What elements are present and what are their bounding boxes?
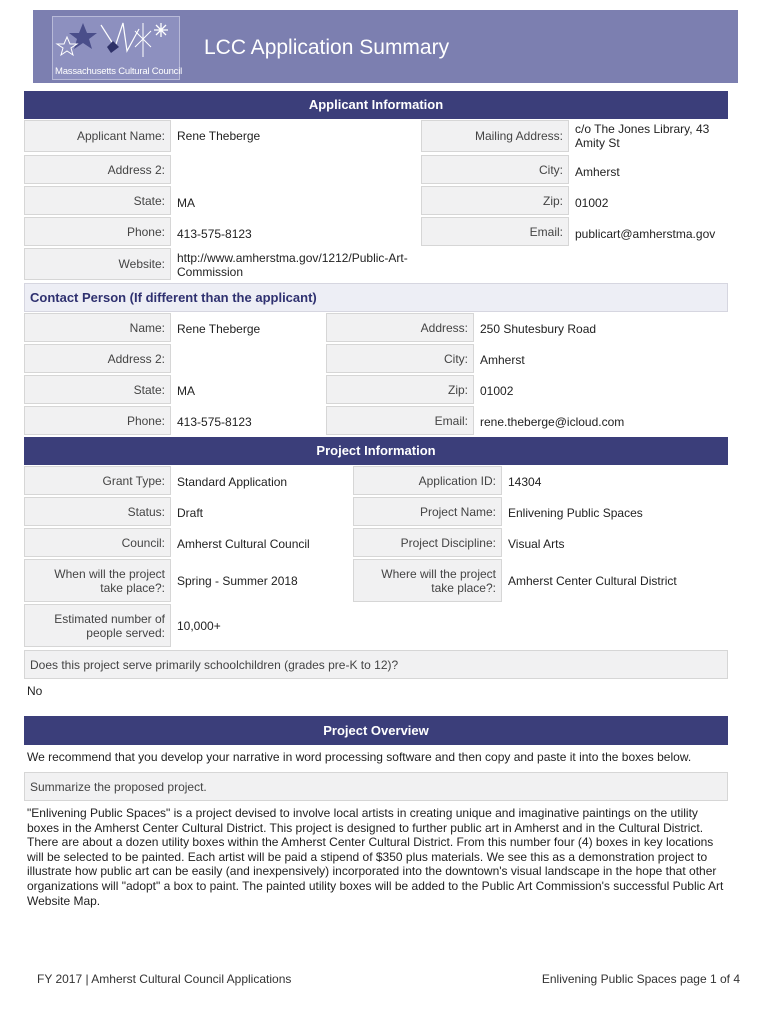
summary-prompt: Summarize the proposed project.	[24, 772, 728, 801]
schoolchildren-question: Does this project serve primarily schoolchildren (grades pre-K to 12)?	[24, 650, 728, 679]
applicant-address2-value	[177, 155, 417, 184]
contact-state-label: State:	[24, 375, 171, 404]
applicant-city-label: City:	[421, 155, 569, 184]
applicant-name-value: Rene Theberge	[177, 129, 261, 143]
contact-address-value: 250 Shutesbury Road	[480, 321, 597, 336]
mailing-address-label: Mailing Address:	[421, 120, 569, 152]
contact-zip-label: Zip:	[326, 375, 474, 404]
footer-left: FY 2017 | Amherst Cultural Council Applications	[37, 972, 292, 986]
applicant-zip-label: Zip:	[421, 186, 569, 215]
summary-text: "Enlivening Public Spaces" is a project devised to involve local artists in creating unique and imaginative paintings on the utility boxes in the Amherst Center Cultural District. This project is designed to further public art in Amherst and in the Cultural District. There are about a dozen utility boxes within the Amherst Center Cultural District. From this number four (4) boxes in key locations will be selected to be painted. Each artist will be paid a stipend of $350 plus materials. We see this as a demonstration project to illustrate how public art can be easily (and inexpensively) incorporated into the downtown's visual landscape in the hope that other organizations will "adopt" a box to paint. The painted utility boxes will be added to the Public Art Commission's successful Public Art Website Map.	[27, 806, 724, 908]
where-label: Where will the project take place?:	[353, 559, 502, 602]
status-label: Status:	[24, 497, 171, 526]
people-served-value: 10,000+	[177, 618, 221, 633]
project-name-value: Enlivening Public Spaces	[508, 505, 643, 520]
council-value: Amherst Cultural Council	[177, 536, 310, 551]
grant-type-label: Grant Type:	[24, 466, 171, 495]
status-value: Draft	[177, 505, 204, 520]
when-value: Spring - Summer 2018	[177, 573, 298, 588]
contact-city-value: Amherst	[480, 352, 525, 367]
applicant-phone-label: Phone:	[24, 217, 171, 246]
applicant-website-link[interactable]: http://www.amherstma.gov/1212/Public-Art-Commission	[177, 251, 408, 279]
contact-name-value: Rene Theberge	[177, 321, 261, 336]
contact-phone-label: Phone:	[24, 406, 171, 435]
where-value: Amherst Center Cultural District	[508, 573, 677, 588]
footer-page-number: Enlivening Public Spaces page 1 of 4	[541, 972, 740, 986]
contact-section-header: Contact Person (If different than the applicant)	[24, 283, 728, 312]
contact-state-value: MA	[177, 383, 195, 398]
council-label: Council:	[24, 528, 171, 557]
contact-email-value: rene.theberge@icloud.com	[480, 414, 625, 429]
grant-type-value: Standard Application	[177, 474, 288, 489]
applicant-email-label: Email:	[421, 217, 569, 246]
applicant-city-value: Amherst	[575, 164, 620, 179]
applicant-name-label: Applicant Name:	[24, 120, 171, 152]
mcc-logo	[52, 16, 183, 80]
project-section-bar: Project Information	[24, 437, 728, 465]
applicant-section-bar: Applicant Information	[24, 91, 728, 119]
project-discipline-value: Visual Arts	[508, 536, 565, 551]
overview-recommendation: We recommend that you develop your narrative in word processing software and then copy and paste it into the boxes below.	[27, 750, 692, 764]
applicant-phone-value: 413-575-8123	[177, 226, 252, 241]
contact-phone-value: 413-575-8123	[177, 414, 252, 429]
project-name-label: Project Name:	[353, 497, 502, 526]
application-id-value: 14304	[508, 474, 542, 489]
people-served-label: Estimated number of people served:	[24, 604, 171, 647]
contact-zip-value: 01002	[480, 383, 514, 398]
contact-address2-value	[177, 344, 322, 373]
overview-section-bar: Project Overview	[24, 716, 728, 745]
page-header	[33, 10, 738, 83]
contact-name-label: Name:	[24, 313, 171, 342]
contact-email-label: Email:	[326, 406, 474, 435]
applicant-website-label: Website:	[24, 248, 171, 280]
project-discipline-label: Project Discipline:	[353, 528, 502, 557]
logo-text: Massachusetts Cultural Council	[55, 66, 183, 77]
contact-address2-label: Address 2:	[24, 344, 171, 373]
applicant-zip-value: 01002	[575, 195, 609, 210]
when-label: When will the project take place?:	[24, 559, 171, 602]
application-id-label: Application ID:	[353, 466, 502, 495]
contact-address-label: Address:	[326, 313, 474, 342]
contact-city-label: City:	[326, 344, 474, 373]
mailing-address-value: c/o The Jones Library, 43 Amity St	[575, 122, 710, 150]
applicant-state-label: State:	[24, 186, 171, 215]
mcc-logo-art-icon	[53, 17, 179, 65]
applicant-address2-label: Address 2:	[24, 155, 171, 184]
applicant-state-value: MA	[177, 195, 195, 210]
page-title: LCC Application Summary	[204, 36, 450, 59]
applicant-email-value: publicart@amherstma.gov	[575, 226, 716, 241]
schoolchildren-answer: No	[27, 684, 43, 698]
